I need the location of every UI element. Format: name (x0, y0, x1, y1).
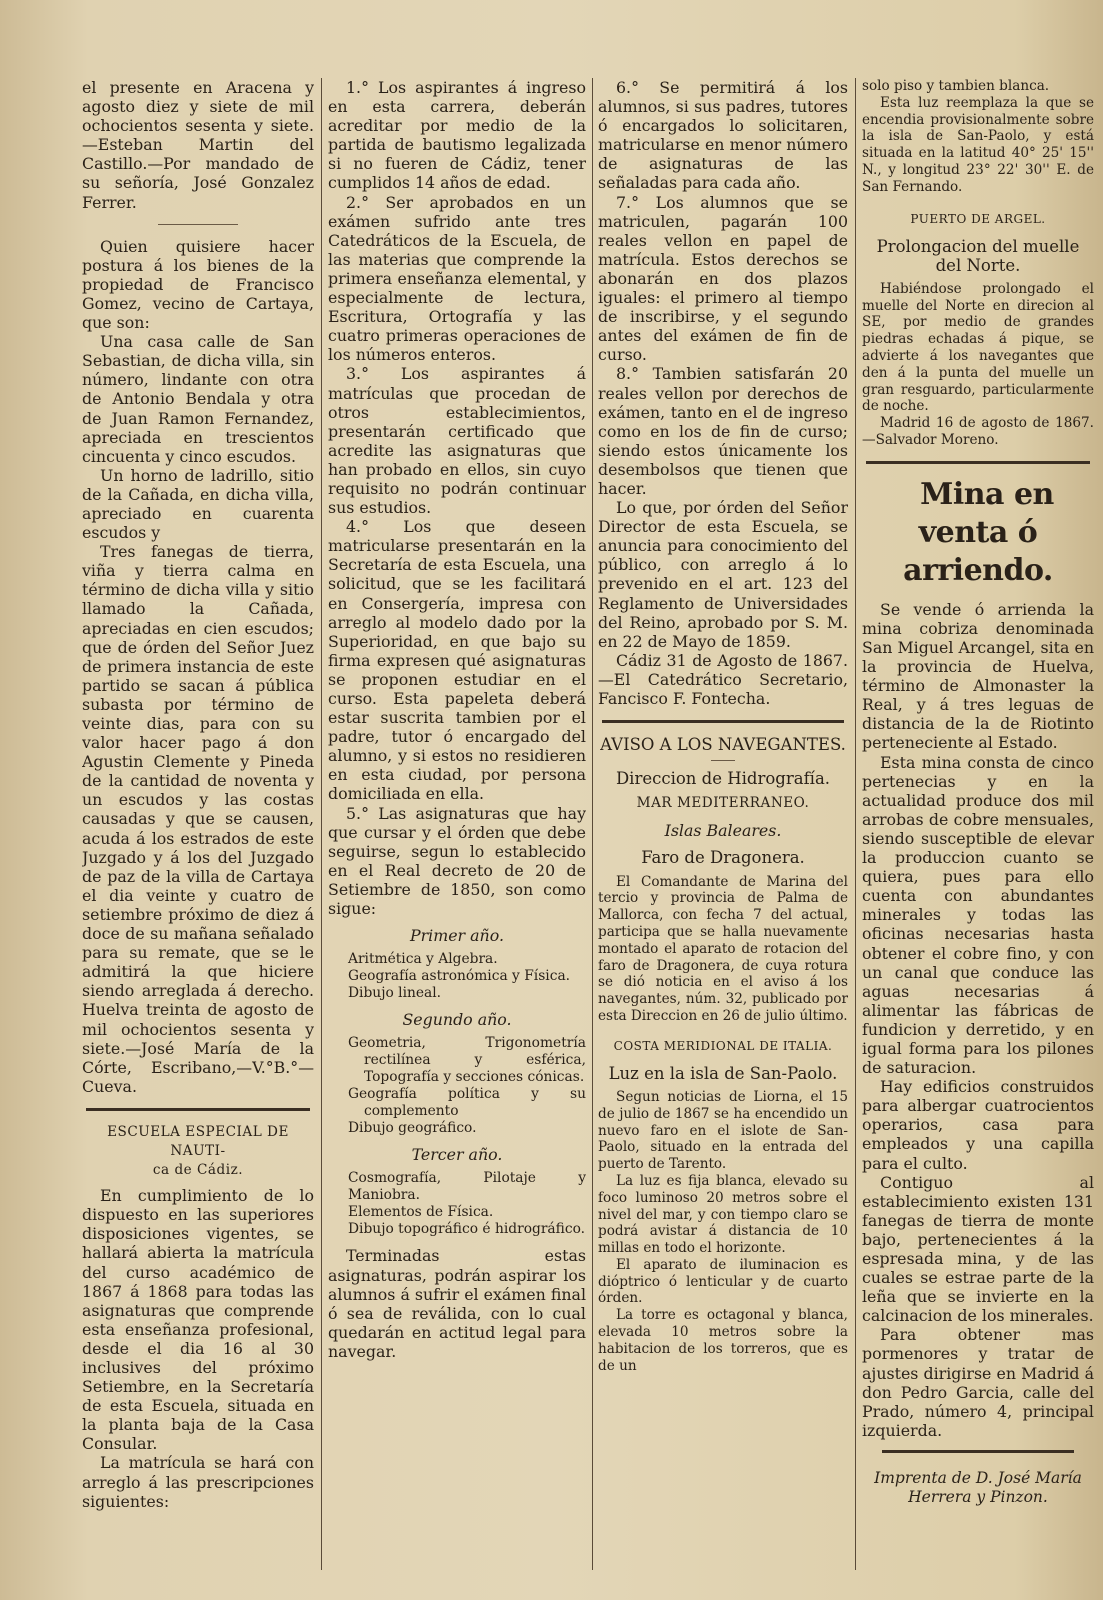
divider (86, 1108, 310, 1111)
paragraph: 1.° Los aspirantes á ingreso en esta carrera, deberán acreditar por medio de la partida de bautismo legalizada si no fueren de Cádiz, tener cumplidos 14 años de edad. (328, 78, 586, 193)
section-heading: MAR MEDITERRANEO. (636, 795, 810, 812)
divider (866, 461, 1090, 464)
paragraph: La luz es fija blanca, elevado su foco luminoso 20 metros sobre el nivel del mar, y con tiempo claro se podrá avistar á distancia de 10 millas en todo el horizonte. (598, 1172, 848, 1257)
paragraph: Quien quisiere hacer postura á los bienes de la propiedad de Francisco Gomez, vecino de Cartaya, que son: (82, 236, 314, 333)
section-heading: AVISO A LOS NAVEGANTES. (600, 735, 846, 755)
divider (882, 1450, 1074, 1453)
column-4 (862, 78, 1094, 1582)
subject-item: Cosmografía, Pilotaje y Maniobra. (348, 1170, 586, 1204)
paragraph: Habiéndose prolongado el muelle del Norte en direcion al SE, por medio de grandes piedras echadas á pique, se advierte á los navegantes que den á la punta del muelle un gran resguardo, particularmente de noche. (862, 280, 1094, 415)
subject-year-heading: Tercer año. (411, 1145, 503, 1165)
paragraph: Cádiz 31 de Agosto de 1867.—El Catedrático Secretario, Fancisco F. Fontecha. (598, 650, 848, 708)
section-heading: COSTA MERIDIONAL DE ITALIA. (613, 1038, 833, 1053)
section-heading: ESCUELA ESPECIAL DE NAUTI- (107, 1123, 289, 1159)
paragraph: Terminadas estas asignaturas, podrán aspirar los alumnos á sufrir el exámen final ó sea de reválida, con lo cual quedarán en actitud legal para navegar. (328, 1246, 586, 1361)
section-heading: ca de Cádiz. (152, 1162, 244, 1179)
section-heading: Islas Baleares. (664, 821, 782, 841)
paragraph: Una casa calle de San Sebastian, de dicha villa, sin número, lindante con otra de Antonio Bendala y otra de Juan Ramon Fernandez, apreciada en trescientos cincuenta y cinco escudos. (82, 332, 314, 466)
subject-item: Dibujo geográfico. (348, 1120, 477, 1137)
paragraph: 6.° Se permitirá á los alumnos, si sus padres, tutores ó encargados lo solicitaren, matricularse en menor número de asignaturas de las señaladas para cada año. (598, 78, 848, 193)
subject-year-heading: Primer año. (410, 926, 504, 946)
column-rule (592, 78, 593, 1570)
subject-item: Geografía astronómica y Física. (348, 968, 571, 985)
subject-year-heading: Segundo año. (402, 1010, 512, 1030)
paragraph: 2.° Ser aprobados en un exámen sufrido ante tres Catedráticos de la Escuela, de las materias que comprende la primera enseñanza elemental, y especialmente de lectura, Escritura, Ortografía y las cuatro primeras operaciones de los números enteros. (328, 192, 586, 365)
paragraph: Un horno de ladrillo, sitio de la Cañada, en dicha villa, apreciado en cuarenta escudos y (82, 465, 314, 543)
subject-item: Geografía política y su complemento (348, 1086, 586, 1120)
section-heading: Luz en la isla de San-Paolo. (608, 1063, 838, 1083)
paragraph: El Comandante de Marina del tercio y provincia de Palma de Mallorca, con fecha 7 del actual, participa que se halla nuevamente montado el aparato de rotacion del faro de Dragonera, de cuya rotura se dió noticia en el aviso á los navegantes, núm. 32, publicado por esta Direccion en 26 de julio último. (598, 873, 848, 1024)
column-rule (321, 78, 322, 1570)
paragraph: Se vende ó arrienda la mina cobriza denominada San Miguel Arcangel, sita en la provincia de Huelva, término de Almonaster la Real, y á tres leguas de distancia de la de Riotinto perteneciente al Estado. (862, 599, 1094, 753)
imprint-line: Herrera y Pinzon. (908, 1488, 1048, 1507)
ad-title: Mina en venta ó arriendo. (903, 476, 1054, 588)
divider (158, 224, 238, 225)
paragraph: La matrícula se hará con arreglo á las prescripciones siguientes: (82, 1453, 314, 1511)
section-heading: Direccion de Hidrografía. (615, 769, 831, 789)
divider (602, 720, 844, 723)
subject-item: Dibujo lineal. (348, 985, 442, 1002)
divider (711, 760, 735, 761)
column-rule (855, 78, 856, 1570)
column-2 (328, 78, 586, 1582)
section-heading: Faro de Dragonera. (641, 848, 805, 868)
paragraph: 4.° Los que deseen matricularse presentarán en la Secretaría de esta Escuela, una solicitud, que se les facilitará en Consergería, impresa con arreglo al modelo dado por la Superioridad, en que bajo su firma expresen qué asignaturas se proponen estudiar en el curso. Esta papeleta deberá estar suscrita tambien por el padre, tutor ó encargado del alumno, y si estos no residieren en esta ciudad, por persona domiciliada en ella. (328, 517, 586, 804)
paragraph: Lo que, por órden del Señor Director de esta Escuela, se anuncia para conocimiento del público, con arreglo á lo prevenido en el art. 123 del Reglamento de Universidades del Reino, aprobado por S. M. en 22 de Mayo de 1859. (598, 498, 848, 651)
paragraph: Contiguo al establecimiento existen 131 fanegas de tierra de monte bajo, pertenecientes á la espresada mina, y de las cuales se estrae parte de la leña que se invierte en la calcinacion de los minerales. (862, 1172, 1094, 1326)
column-3 (598, 78, 848, 1582)
subject-item: Aritmética y Algebra. (348, 951, 498, 968)
paragraph: Esta mina consta de cinco pertenecias y en la actualidad produce dos mil arrobas de cobre mensuales, siendo susceptible de elevar la produccion cuanto se quiera, pues para ello cuenta con abundantes minerales y todas las oficinas necesarias hasta obtener el cobre fino, y con un canal que conduce las aguas necesarias á alimentar las fábricas de fundicion y derretido, y en igual forma para los pilones de saturacion. (862, 752, 1094, 1078)
paragraph: 3.° Los aspirantes á matrículas que procedan de otros establecimientos, presentarán certificado que acredite las asignaturas que han probado en ellos, sin cuyo requisito no podrán continuar sus estudios. (328, 364, 586, 518)
paragraph: Hay edificios construidos para albergar cuatrocientos operarios, casa para empleados y una capilla para el culto. (862, 1077, 1094, 1173)
paragraph: Para obtener mas pormenores y tratar de ajustes dirigirse en Madrid á don Pedro Garcia, calle del Prado, número 4, principal izquierda. (862, 1325, 1094, 1440)
paragraph: Madrid 16 de agosto de 1867. —Salvador Moreno. (862, 415, 1094, 449)
paragraph: 5.° Las asignaturas que hay que cursar y el órden que debe seguirse, segun lo establecido en el Real decreto de 20 de Setiembre de 1850, son como sigue: (328, 803, 586, 919)
paragraph: El aparato de iluminacion es dióptrico ó lenticular y de cuarto órden. (598, 1256, 848, 1307)
section-heading: Prolongacion del muelle del Norte. (876, 236, 1080, 275)
paragraph: En cumplimiento de lo dispuesto en las superiores disposiciones vigentes, se hallará abierta la matrícula del curso académico de 1867 á 1868 para todas las asignaturas que comprende esta enseñanza profesional, desde el dia 16 al 30 inclusives del próximo Setiembre, en la Secretaría de esta Escuela, situada en la planta baja de la Casa Consular. (82, 1186, 314, 1454)
subject-item: Geometria, Trigonometría rectilínea y esférica, Topografía y secciones cónicas. (348, 1035, 586, 1086)
section-heading: PUERTO DE ARGEL. (910, 211, 1046, 226)
paragraph: 7.° Los alumnos que se matriculen, pagarán 100 reales vellon en papel de matrícula. Estos derechos se abonarán en dos plazos iguales: el primero al tiempo de inscribirse, y el segundo antes del exámen de fin de curso. (598, 192, 848, 365)
subject-item: Elementos de Física. (348, 1204, 494, 1221)
paragraph: solo piso y tambien blanca. (862, 78, 1050, 94)
subject-item: Dibujo topográfico é hidrográfico. (348, 1221, 586, 1238)
paragraph: La torre es octagonal y blanca, elevada 10 metros sobre la habitacion de los torreros, que es de un (598, 1307, 848, 1374)
paragraph: Esta luz reemplaza la que se encendia provisionalmente sobre la isla de San-Paolo, y está situada en la latitud 40° 25' 15'' N., y longitud 23° 22' 30'' E. de San Fernando. (862, 94, 1094, 195)
column-1 (82, 78, 314, 1582)
paragraph: 8.° Tambien satisfarán 20 reales vellon por derechos de exámen, tanto en el de ingreso como en los de fin de curso; siendo estos únicamente los desembolsos que tienen que hacer. (598, 364, 848, 498)
paragraph: Tres fanegas de tierra, viña y tierra calma en término de dicha villa y sitio llamado la Cañada, apreciadas en cien escudos; que de órden del Señor Juez de primera instancia de este partido se sacan á pública subasta por término de veinte dias, para con su valor hacer pago á don Agustin Clemente y Pineda de la cantidad de noventa y un escudos y las costas causadas y que se causen, acuda á los estrados de este Juzgado y á los del Juzgado de paz de la villa de Cartaya el dia veinte y cuatro de setiembre próximo de diez á doce de su mañana señalado para su remate, que se le admitirá la que hiciere siendo arreglada á derecho. Huelva treinta de agosto de mil ochocientos sesenta y siete.—José María de la Córte, Escribano,—V.°B.°—Cueva. (82, 542, 314, 1096)
imprint-line: Imprenta de D. José María (874, 1468, 1082, 1487)
paragraph: el presente en Aracena y agosto diez y siete de mil ochocientos sesenta y siete.—Esteban Martin del Castillo.—Por mandado de su señoría, José Gonzalez Ferrer. (82, 78, 314, 212)
paragraph: Segun noticias de Liorna, el 15 de julio de 1867 se ha encendido un nuevo faro en el islote de San-Paolo, situado en la entrada del puerto de Tarento. (598, 1088, 848, 1173)
